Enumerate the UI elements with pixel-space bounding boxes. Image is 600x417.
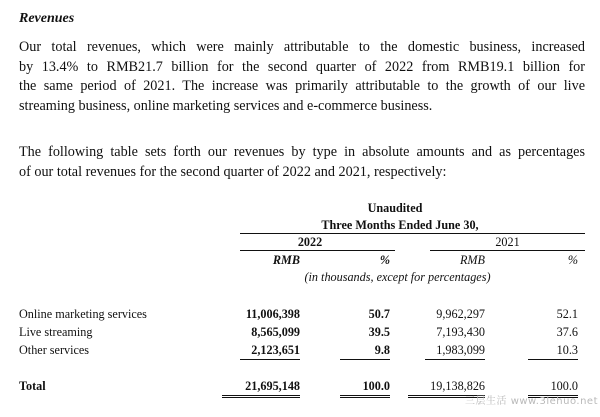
cell-pct-2021: 10.3	[556, 343, 578, 357]
col-header-pct-2021: %	[567, 253, 578, 267]
paragraph-table-intro	[19, 143, 585, 182]
cell-pct-2022: 50.7	[368, 307, 390, 321]
cell-rmb-2022: 2,123,651	[251, 343, 300, 357]
col-header-rmb-2021: RMB	[459, 253, 485, 267]
total-double-rule	[340, 397, 390, 398]
paragraph-line: streaming business, online marketing services and e-commerce business.	[19, 97, 433, 114]
total-pct-2022: 100.0	[362, 379, 390, 393]
header-rule-2021	[430, 250, 585, 251]
row-label: Online marketing services	[19, 307, 147, 321]
paragraph-line: by 13.4% to RMB21.7 billion for the second quarter of 2022 from RMB19.1 billion for	[19, 58, 585, 75]
total-double-rule	[340, 395, 390, 396]
table-header-unaudited: Unaudited	[367, 201, 423, 215]
cell-rmb-2022: 11,006,398	[245, 307, 300, 321]
subtotal-rule	[240, 359, 300, 360]
row-label: Live streaming	[19, 325, 93, 339]
cell-pct-2022: 39.5	[368, 325, 390, 339]
paragraph-line: the same period of 2021. The increase was primarily attributable to the growth of our live	[19, 78, 585, 95]
paragraph-line: Our total revenues, which were mainly attributable to the domestic business, increased	[19, 39, 585, 55]
paragraph-line: of our total revenues for the second quarter of 2022 and 2021, respectively:	[19, 163, 447, 180]
total-rmb-2022: 21,695,148	[245, 379, 300, 393]
cell-rmb-2022: 8,565,099	[251, 325, 300, 339]
table-header-year-2021: 2021	[495, 235, 520, 249]
cell-rmb-2021: 1,983,099	[436, 343, 485, 357]
cell-pct-2021: 37.6	[556, 325, 578, 339]
table-header-year-2022: 2022	[297, 235, 323, 249]
cell-rmb-2021: 9,962,297	[436, 307, 485, 321]
paragraph-line: The following table sets forth our revenues by type in absolute amounts and as percentages	[19, 144, 585, 160]
total-double-rule	[222, 397, 300, 398]
total-label: Total	[19, 379, 46, 393]
total-pct-2021: 100.0	[550, 379, 578, 393]
cell-pct-2022: 9.8	[374, 343, 390, 357]
col-header-rmb-2022: RMB	[272, 253, 300, 267]
paragraph-revenues-summary	[19, 38, 585, 116]
row-label: Other services	[19, 343, 90, 357]
subtotal-rule	[425, 359, 485, 360]
table-units-note: (in thousands, except for percentages)	[304, 270, 491, 284]
section-heading: Revenues	[19, 11, 75, 26]
subtotal-rule	[340, 359, 390, 360]
header-rule-2022	[240, 250, 395, 251]
table-header-period: Three Months Ended June 30,	[321, 218, 479, 232]
header-rule	[240, 233, 585, 234]
cell-rmb-2021: 7,193,430	[436, 325, 485, 339]
subtotal-rule	[528, 359, 578, 360]
total-rmb-2021: 19,138,826	[430, 379, 485, 393]
col-header-pct-2022: %	[379, 253, 390, 267]
cell-pct-2021: 52.1	[556, 307, 578, 321]
watermark-logo: 三层生活 www.3lehuo.net	[465, 396, 598, 407]
total-double-rule	[222, 395, 300, 396]
